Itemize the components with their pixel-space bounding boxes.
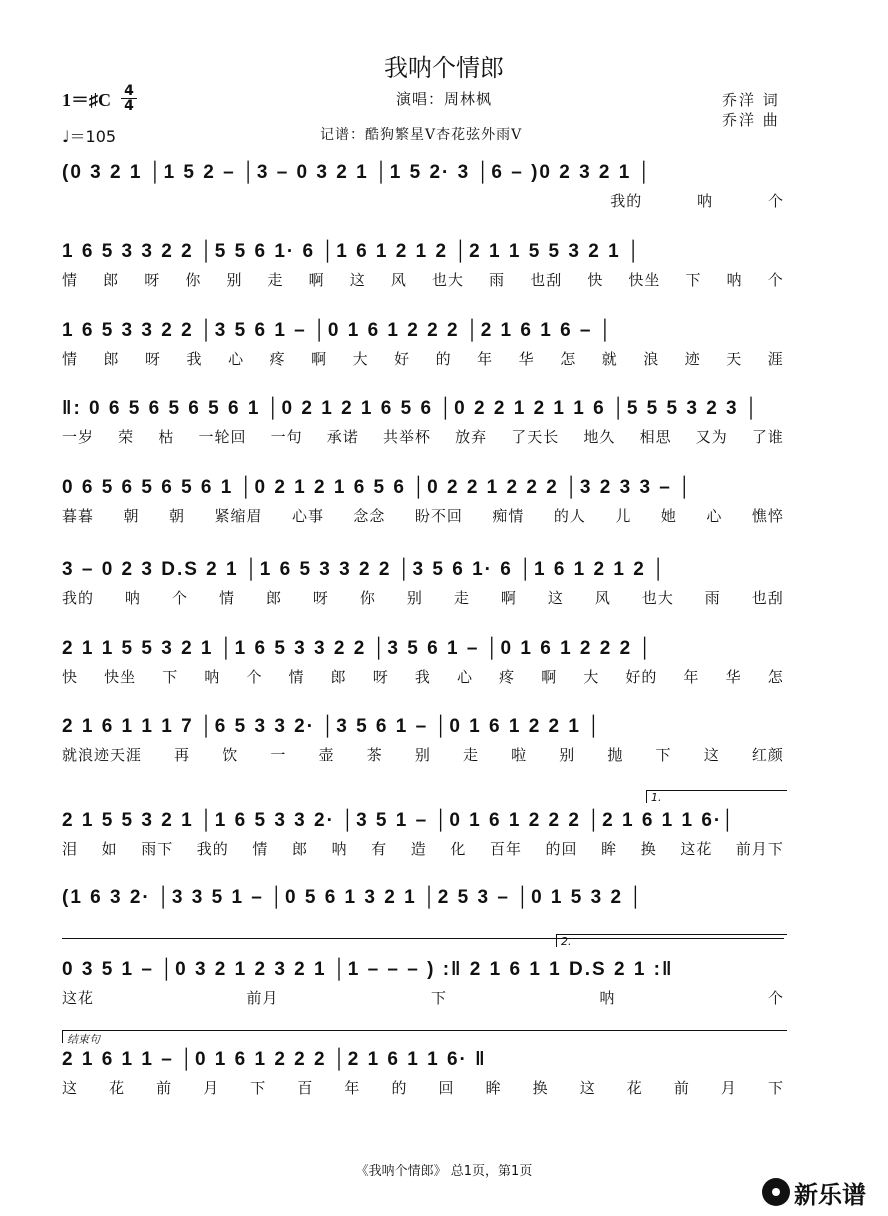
lyric-syllable: 儿 <box>615 507 632 525</box>
lyric-syllable: 呐 <box>204 668 221 686</box>
lyric-syllable: 化 <box>450 840 467 858</box>
notes: ‖: 0 6 5 6 5 6 5 6 1 │0 2 1 2 1 6 5 6 │0 2 2 1 2 1 1 6 │5 5 5 3 2 3 │ <box>62 398 760 419</box>
music-line <box>62 634 784 664</box>
site-logo <box>762 1176 866 1208</box>
tempo-marking: ♩＝105 <box>62 127 117 146</box>
lyric-syllable: 呀 <box>145 350 162 368</box>
lyric-syllable: 迹 <box>684 350 701 368</box>
lyric-syllable: 花 <box>109 1079 126 1097</box>
lyric-syllable: 呀 <box>372 668 389 686</box>
lyric-syllable: 造 <box>410 840 427 858</box>
lyrics-line <box>62 269 784 290</box>
composer-credit: 乔洋 曲 <box>722 111 780 129</box>
lyric-syllable: 如 <box>101 840 118 858</box>
lyric-syllable: 呐 <box>599 989 616 1007</box>
volta-second: 2. <box>556 934 787 947</box>
notes: 1 6 5 3 3 2 2 │3 5 6 1 – │0 1 6 1 2 2 2 │2 1 6 1 6 – │ <box>62 320 614 341</box>
lyric-syllable: 一句 <box>270 428 303 446</box>
lyric-syllable: 下 <box>162 668 179 686</box>
lyric-syllable: 抛 <box>607 746 624 764</box>
lyrics-line <box>62 666 784 687</box>
lyric-syllable: 痴情 <box>492 507 525 525</box>
time-signature <box>121 84 137 113</box>
lyric-syllable: 个 <box>767 271 784 289</box>
music-line <box>62 712 784 742</box>
notes: 0 3 5 1 – │0 3 2 1 2 3 2 1 │1 – – – ) :‖ 2 1 6 1 1 D.S 2 1 :‖ <box>62 959 674 980</box>
music-line <box>62 1045 784 1075</box>
lyric-syllable: 换 <box>532 1079 549 1097</box>
lyric-syllable: 饮 <box>222 746 239 764</box>
music-line <box>62 883 784 913</box>
lyric-syllable: 放弃 <box>455 428 488 446</box>
music-line <box>62 237 784 267</box>
lyric-syllable: 疼 <box>269 350 286 368</box>
lyric-syllable: 情 <box>62 271 79 289</box>
lyric-syllable: 暮暮 <box>62 507 95 525</box>
lyric-syllable: 你 <box>185 271 202 289</box>
lyric-syllable: 我 <box>414 668 431 686</box>
lyric-syllable: 华 <box>518 350 535 368</box>
lyrics-line <box>62 587 784 608</box>
lyric-syllable: 啊 <box>311 350 328 368</box>
music-line <box>62 806 784 836</box>
lyric-syllable: 这 <box>703 746 720 764</box>
lyric-syllable: 啦 <box>511 746 528 764</box>
lyric-syllable: 了天长 <box>511 428 560 446</box>
lyric-syllable: 啊 <box>500 589 517 607</box>
lyric-syllable: 憔悴 <box>751 507 784 525</box>
lyric-syllable: 年 <box>477 350 494 368</box>
lyric-syllable: 年 <box>683 668 700 686</box>
lyric-syllable: 快坐 <box>628 271 661 289</box>
lyric-syllable: 郎 <box>103 350 120 368</box>
lyric-syllable: 情 <box>218 589 235 607</box>
lyric-syllable: 快 <box>587 271 604 289</box>
music-line <box>62 555 784 585</box>
lyric-syllable: 别 <box>226 271 243 289</box>
lyric-syllable: 呐 <box>726 271 743 289</box>
lyric-syllable: 走 <box>453 589 470 607</box>
lyrics-line <box>62 987 784 1008</box>
lyric-syllable: 别 <box>406 589 423 607</box>
lyric-syllable: 这花 <box>680 840 713 858</box>
lyric-syllable: 好 <box>394 350 411 368</box>
notes: 2 1 5 5 3 2 1 │1 6 5 3 3 2· │3 5 1 – │0 1 6 1 2 2 2 │2 1 6 1 1 6·│ <box>62 810 737 831</box>
volta-first: 1. <box>646 790 787 803</box>
lyric-syllable: 的人 <box>553 507 586 525</box>
lyrics-line <box>62 744 784 765</box>
song-title: 我呐个情郎 <box>384 54 504 82</box>
lyric-syllable: 一轮回 <box>198 428 247 446</box>
lyric-syllable: 下 <box>655 746 672 764</box>
lyric-syllable: 大 <box>583 668 600 686</box>
lyric-syllable: 呐 <box>124 589 141 607</box>
lyric-syllable: 风 <box>390 271 407 289</box>
logo-text: 新乐谱 <box>794 1180 866 1209</box>
lyric-syllable: 快 <box>62 668 79 686</box>
lyrics-line <box>62 838 784 859</box>
lyric-syllable: 风 <box>594 589 611 607</box>
ending-bracket: 结束句 <box>62 1030 787 1043</box>
music-line <box>62 955 784 985</box>
lyric-syllable: 个 <box>767 989 784 1007</box>
notes: 2 1 1 5 5 3 2 1 │1 6 5 3 3 2 2 │3 5 6 1 – │0 1 6 1 2 2 2 │ <box>62 638 654 659</box>
lyric-syllable: 朝 <box>123 507 140 525</box>
lyric-syllable: 紧缩眉 <box>214 507 263 525</box>
lyric-syllable: 啊 <box>308 271 325 289</box>
lyric-syllable: 荣 <box>118 428 135 446</box>
lyricist-credit: 乔洋 词 <box>722 91 780 109</box>
lyric-syllable: 我的 <box>62 589 95 607</box>
lyric-syllable: 的 <box>391 1079 408 1097</box>
lyric-syllable: 情 <box>62 350 79 368</box>
lyric-syllable: 呀 <box>144 271 161 289</box>
lyric-syllable: 华 <box>725 668 742 686</box>
lyric-syllable: 情 <box>252 840 269 858</box>
lyric-syllable: 泪 <box>62 840 79 858</box>
lyric-syllable: 心事 <box>291 507 324 525</box>
notation-credit: 记谱：酷狗繁星V杏花弦外雨V <box>320 127 523 143</box>
lyric-syllable: 心 <box>456 668 473 686</box>
lyric-syllable: 一 <box>270 746 287 764</box>
lyrics-line <box>62 505 784 526</box>
notes: 2 1 6 1 1 – │0 1 6 1 2 2 2 │2 1 6 1 1 6· ‖ <box>62 1049 487 1070</box>
lyric-syllable: 的 <box>435 350 452 368</box>
lyric-syllable: 雨下 <box>141 840 174 858</box>
lyric-syllable: 茶 <box>366 746 383 764</box>
lyric-syllable: 百年 <box>489 840 522 858</box>
music-line <box>62 394 784 424</box>
lyric-syllable: 回 <box>438 1079 455 1097</box>
lyric-syllable: 盼不回 <box>414 507 463 525</box>
lyric-syllable: 个 <box>767 192 784 210</box>
lyric-syllable: 就 <box>601 350 618 368</box>
lyric-syllable: 也大 <box>641 589 674 607</box>
lyric-syllable: 前月 <box>246 989 279 1007</box>
lyric-syllable: 眸 <box>601 840 618 858</box>
lyric-syllable: 相思 <box>639 428 672 446</box>
lyric-syllable: 别 <box>414 746 431 764</box>
lyric-syllable: 前 <box>673 1079 690 1097</box>
lyric-syllable: 情 <box>288 668 305 686</box>
lyric-syllable: 你 <box>359 589 376 607</box>
lyric-syllable: 浪 <box>643 350 660 368</box>
notes: 3 – 0 2 3 D.S 2 1 │1 6 5 3 3 2 2 │3 5 6 1· 6 │1 6 1 2 1 2 │ <box>62 559 667 580</box>
lyric-syllable: 郎 <box>103 271 120 289</box>
lyric-syllable: 我 <box>186 350 203 368</box>
lyric-syllable: 怎 <box>767 668 784 686</box>
lyric-syllable: 呐 <box>331 840 348 858</box>
lyric-syllable: 她 <box>660 507 677 525</box>
lyric-syllable: 心 <box>228 350 245 368</box>
lyric-syllable: 个 <box>171 589 188 607</box>
lyric-syllable: 前 <box>156 1079 173 1097</box>
lyric-syllable: 也大 <box>431 271 464 289</box>
music-line <box>62 316 784 346</box>
lyric-syllable: 月 <box>720 1079 737 1097</box>
music-line <box>62 158 784 188</box>
lyric-syllable: 承诺 <box>326 428 359 446</box>
singer-credit: 演唱：周林枫 <box>395 90 492 108</box>
notes: 2 1 6 1 1 1 7 │6 5 3 3 2· │3 5 6 1 – │0 1 6 1 2 2 1 │ <box>62 716 603 737</box>
lyric-syllable: 别 <box>559 746 576 764</box>
lyric-syllable: 再 <box>174 746 191 764</box>
lyric-syllable: 快坐 <box>104 668 137 686</box>
lyric-syllable: 啊 <box>541 668 558 686</box>
lyric-syllable: 雨 <box>704 589 721 607</box>
time-sig-bottom: 4 <box>121 98 137 113</box>
music-line <box>62 473 784 503</box>
key-signature: 1＝♯C <box>62 90 111 110</box>
lyric-syllable: 下 <box>767 1079 784 1097</box>
time-sig-top: 4 <box>124 83 134 99</box>
lyric-syllable: 心 <box>706 507 723 525</box>
page-footer: 《我呐个情郎》 总1页，第1页 <box>355 1164 533 1179</box>
lyric-syllable: 一岁 <box>62 428 95 446</box>
notes: 1 6 5 3 3 2 2 │5 5 6 1· 6 │1 6 1 2 1 2 │2 1 1 5 5 3 2 1 │ <box>62 241 642 262</box>
lyric-syllable: 又为 <box>695 428 728 446</box>
lyric-syllable: 呐 <box>697 192 714 210</box>
lyric-syllable: 大 <box>352 350 369 368</box>
lyrics-line <box>62 348 784 369</box>
lyric-syllable: 下 <box>685 271 702 289</box>
lyric-syllable: 郎 <box>330 668 347 686</box>
lyric-syllable: 天 <box>726 350 743 368</box>
lyric-syllable: 共举杯 <box>382 428 431 446</box>
lyric-syllable: 个 <box>246 668 263 686</box>
lyric-syllable: 好的 <box>625 668 658 686</box>
lyric-syllable: 地久 <box>583 428 616 446</box>
vinyl-record-icon <box>762 1178 790 1206</box>
lyric-syllable: 年 <box>344 1079 361 1097</box>
lyric-syllable: 这 <box>62 1079 79 1097</box>
lyric-syllable: 走 <box>267 271 284 289</box>
lyric-syllable: 郎 <box>291 840 308 858</box>
notes: (0 3 2 1 │1 5 2 – │3 – 0 3 2 1 │1 5 2· 3 │6 – )0 2 3 2 1 │ <box>62 162 653 183</box>
lyrics-line <box>62 1077 784 1098</box>
lyric-syllable: 呀 <box>312 589 329 607</box>
lyric-syllable: 的回 <box>545 840 578 858</box>
lyric-syllable: 下 <box>250 1079 267 1097</box>
lyric-syllable: 疼 <box>499 668 516 686</box>
lyric-syllable: 我的 <box>610 192 643 210</box>
lyric-syllable: 这 <box>349 271 366 289</box>
lyric-syllable: 壶 <box>318 746 335 764</box>
lyric-syllable: 红颜 <box>751 746 784 764</box>
lyric-syllable: 郎 <box>265 589 282 607</box>
lyric-syllable: 前月下 <box>735 840 784 858</box>
credits <box>722 90 780 130</box>
lyric-syllable: 朝 <box>168 507 185 525</box>
lyric-syllable: 也刮 <box>530 271 563 289</box>
lyric-syllable: 眸 <box>485 1079 502 1097</box>
lyric-syllable: 我的 <box>196 840 229 858</box>
lyric-syllable: 走 <box>462 746 479 764</box>
lyric-syllable: 就浪迹天涯 <box>62 746 143 764</box>
notes: (1 6 3 2· │3 3 5 1 – │0 5 6 1 3 2 1 │2 5 3 – │0 1 5 3 2 │ <box>62 887 645 908</box>
lyric-syllable: 下 <box>430 989 447 1007</box>
lyric-syllable: 了谁 <box>751 428 784 446</box>
lyric-syllable: 涯 <box>767 350 784 368</box>
lyric-syllable: 念念 <box>353 507 386 525</box>
notes: 0 6 5 6 5 6 5 6 1 │0 2 1 2 1 6 5 6 │0 2 2 1 2 2 2 │3 2 3 3 – │ <box>62 477 694 498</box>
lyric-syllable: 花 <box>626 1079 643 1097</box>
lyric-syllable: 这花 <box>62 989 95 1007</box>
lyric-syllable: 换 <box>640 840 657 858</box>
lyric-syllable: 雨 <box>489 271 506 289</box>
lyric-syllable: 也刮 <box>751 589 784 607</box>
lyric-syllable: 百 <box>297 1079 314 1097</box>
lyric-syllable: 枯 <box>158 428 175 446</box>
lyric-syllable: 月 <box>203 1079 220 1097</box>
lyric-syllable: 有 <box>371 840 388 858</box>
lyrics-line <box>62 426 784 447</box>
lyric-syllable: 这 <box>579 1079 596 1097</box>
lyric-syllable: 这 <box>547 589 564 607</box>
lyrics-line <box>62 190 784 211</box>
lyric-syllable: 怎 <box>560 350 577 368</box>
